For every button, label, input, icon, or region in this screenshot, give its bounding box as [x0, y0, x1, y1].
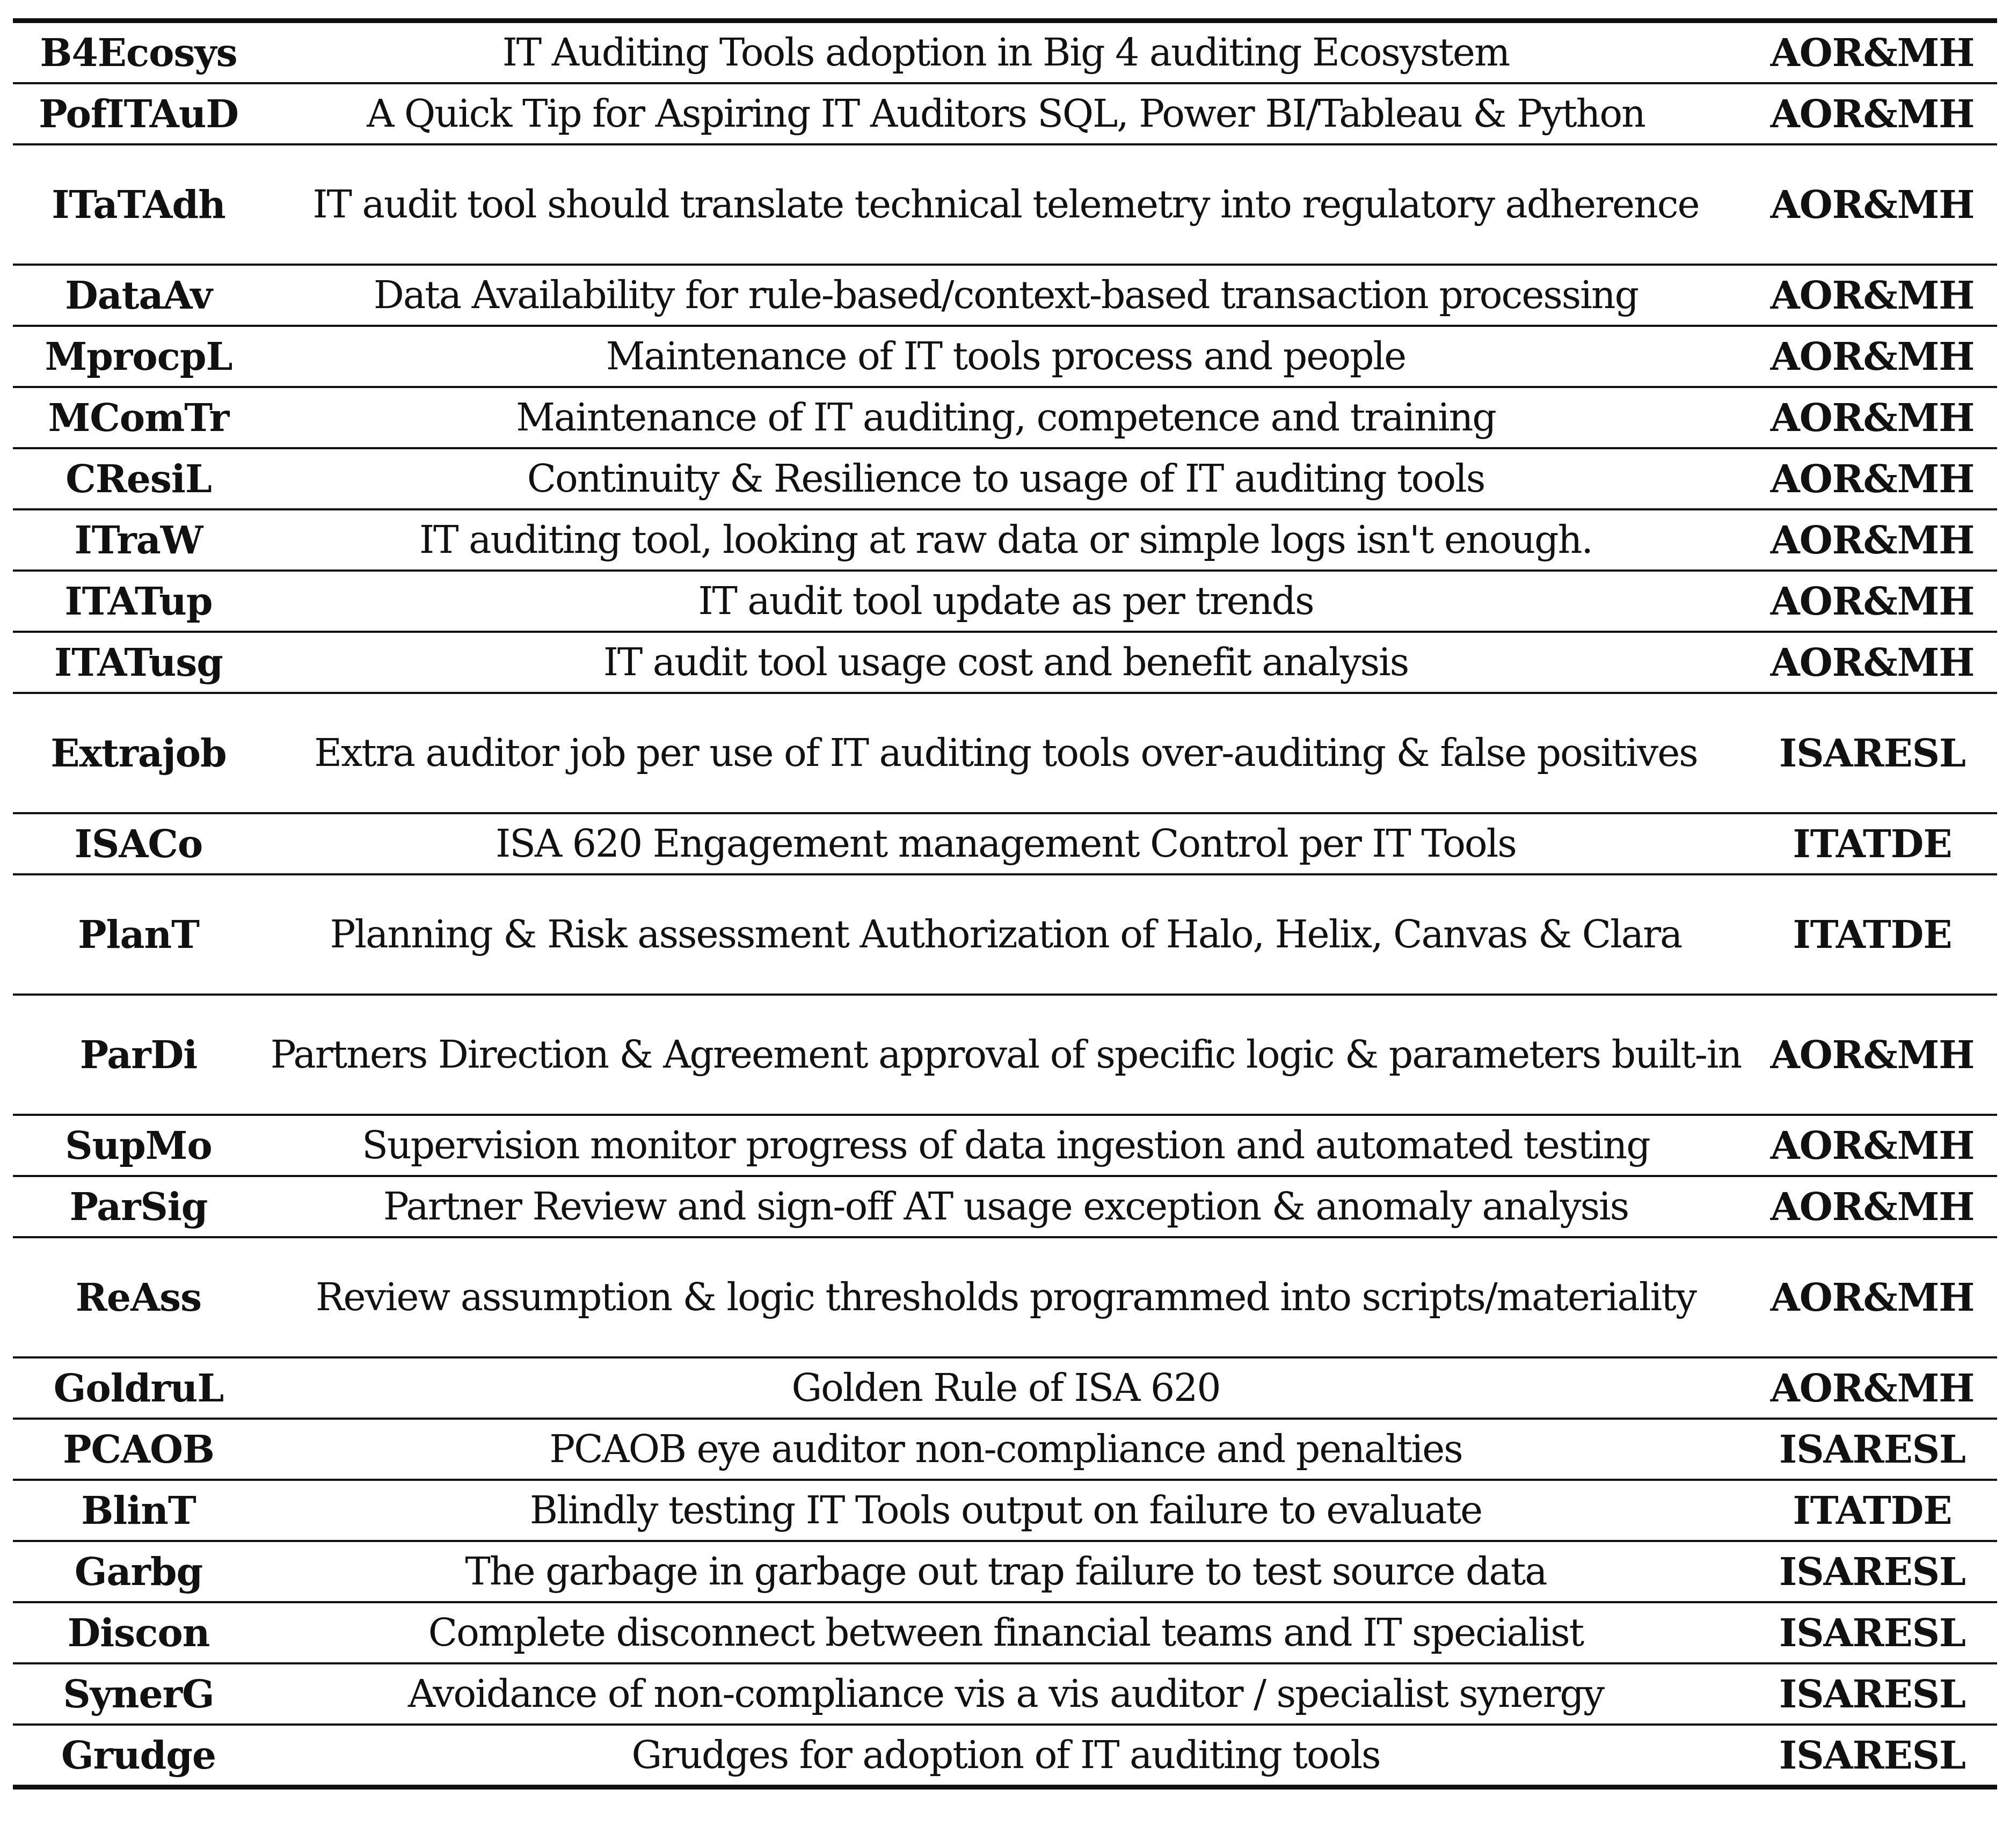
code-cell: SynerG [13, 1663, 264, 1725]
description-cell: Extra auditor job per use of IT auditing tools over-auditing & false positives [264, 693, 1747, 813]
category-cell: AOR&MH [1747, 448, 1997, 509]
description-cell: The garbage in garbage out trap failure to test source data [264, 1541, 1747, 1602]
code-cell: DataAv [13, 265, 264, 326]
table-row [13, 632, 1997, 693]
code-cell: ITATusg [13, 632, 264, 693]
table-row [13, 571, 1997, 632]
description-cell: Continuity & Resilience to usage of IT auditing tools [264, 448, 1747, 509]
code-cell: ReAss [13, 1237, 264, 1357]
category-cell: AOR&MH [1747, 83, 1997, 144]
category-cell: AOR&MH [1747, 995, 1997, 1115]
table-row [13, 1237, 1997, 1357]
code-cell: Garbg [13, 1541, 264, 1602]
category-cell: AOR&MH [1747, 1357, 1997, 1419]
description-cell: Avoidance of non-compliance vis a vis auditor / specialist synergy [264, 1663, 1747, 1725]
table-row [13, 1115, 1997, 1176]
description-cell: Blindly testing IT Tools output on failure to evaluate [264, 1480, 1747, 1541]
code-cell: B4Ecosys [13, 21, 264, 84]
table-row [13, 1176, 1997, 1237]
table-row [13, 448, 1997, 509]
description-cell: A Quick Tip for Aspiring IT Auditors SQL, Power BI/Tableau & Python [264, 83, 1747, 144]
code-cell: ITaTAdh [13, 144, 264, 265]
description-cell: Supervision monitor progress of data ingestion and automated testing [264, 1115, 1747, 1176]
table-row [13, 1419, 1997, 1480]
table-row [13, 813, 1997, 874]
table-row [13, 874, 1997, 995]
description-cell: Review assumption & logic thresholds programmed into scripts/materiality [264, 1237, 1747, 1357]
description-cell: Partner Review and sign-off AT usage exception & anomaly analysis [264, 1176, 1747, 1237]
table-row [13, 693, 1997, 813]
code-cell: PCAOB [13, 1419, 264, 1480]
category-cell: AOR&MH [1747, 632, 1997, 693]
table-row [13, 144, 1997, 265]
code-cell: ParSig [13, 1176, 264, 1237]
codes-table [13, 18, 1997, 1789]
description-cell: PCAOB eye auditor non-compliance and penalties [264, 1419, 1747, 1480]
description-cell: IT audit tool usage cost and benefit analysis [264, 632, 1747, 693]
code-cell: SupMo [13, 1115, 264, 1176]
description-cell: Grudges for adoption of IT auditing tools [631, 1733, 1380, 1777]
category-cell: AOR&MH [1747, 326, 1997, 387]
category-cell: AOR&MH [1747, 1176, 1997, 1237]
category-cell: AOR&MH [1747, 1237, 1997, 1357]
code-cell: MprocpL [13, 326, 264, 387]
description-cell: IT audit tool update as per trends [264, 571, 1747, 632]
code-cell: CResiL [13, 448, 264, 509]
category-cell: AOR&MH [1747, 265, 1997, 326]
description-cell: Data Availability for rule-based/context-based transaction processing [264, 265, 1747, 326]
table-row [13, 1725, 1997, 1787]
table-row [13, 1602, 1997, 1663]
description-cell: Maintenance of IT tools process and people [264, 326, 1747, 387]
code-cell: PlanT [13, 874, 264, 995]
code-cell: Extrajob [13, 693, 264, 813]
category-cell: AOR&MH [1747, 509, 1997, 571]
table-row [13, 326, 1997, 387]
category-cell: AOR&MH [1747, 387, 1997, 448]
category-cell: ISARESL [1779, 1733, 1965, 1778]
code-cell: ParDi [13, 995, 264, 1115]
description-cell: IT audit tool should translate technical telemetry into regulatory adherence [264, 144, 1747, 265]
category-cell: ISARESL [1747, 1541, 1997, 1602]
table-row [13, 387, 1997, 448]
code-cell: BlinT [13, 1480, 264, 1541]
code-cell: MComTr [13, 387, 264, 448]
description-cell: Complete disconnect between financial teams and IT specialist [264, 1602, 1747, 1663]
description-cell: Partners Direction & Agreement approval of specific logic & parameters built-in [264, 995, 1747, 1115]
description-cell: IT auditing tool, looking at raw data or simple logs isn't enough. [264, 509, 1747, 571]
code-cell: ITraW [13, 509, 264, 571]
category-cell: ISARESL [1747, 1602, 1997, 1663]
description-cell: ISA 620 Engagement management Control per IT Tools [264, 813, 1747, 874]
category-cell: AOR&MH [1747, 21, 1997, 84]
code-cell: Grudge [61, 1733, 216, 1778]
category-cell: AOR&MH [1747, 1115, 1997, 1176]
code-cell: Discon [13, 1602, 264, 1663]
description-cell: Golden Rule of ISA 620 [264, 1357, 1747, 1419]
category-cell: AOR&MH [1747, 571, 1997, 632]
description-cell: IT Auditing Tools adoption in Big 4 auditing Ecosystem [264, 21, 1747, 84]
category-cell: ITATDE [1747, 1480, 1997, 1541]
table-row [13, 265, 1997, 326]
category-cell: AOR&MH [1747, 144, 1997, 265]
table-row [13, 1663, 1997, 1725]
table-row [13, 1480, 1997, 1541]
table-row [13, 995, 1997, 1115]
category-cell: ISARESL [1747, 1419, 1997, 1480]
code-cell: ISACo [13, 813, 264, 874]
category-cell: ISARESL [1747, 1663, 1997, 1725]
table-row [13, 83, 1997, 144]
table-row [13, 1541, 1997, 1602]
category-cell: ITATDE [1747, 813, 1997, 874]
description-cell: Planning & Risk assessment Authorization of Halo, Helix, Canvas & Clara [264, 874, 1747, 995]
codes-table-container [13, 18, 1997, 1789]
code-cell: PofITAuD [13, 83, 264, 144]
category-cell: ITATDE [1747, 874, 1997, 995]
category-cell: ISARESL [1747, 693, 1997, 813]
table-row [13, 21, 1997, 84]
table-row [13, 1357, 1997, 1419]
code-cell: GoldruL [13, 1357, 264, 1419]
code-cell: ITATup [13, 571, 264, 632]
table-row [13, 509, 1997, 571]
description-cell: Maintenance of IT auditing, competence and training [264, 387, 1747, 448]
